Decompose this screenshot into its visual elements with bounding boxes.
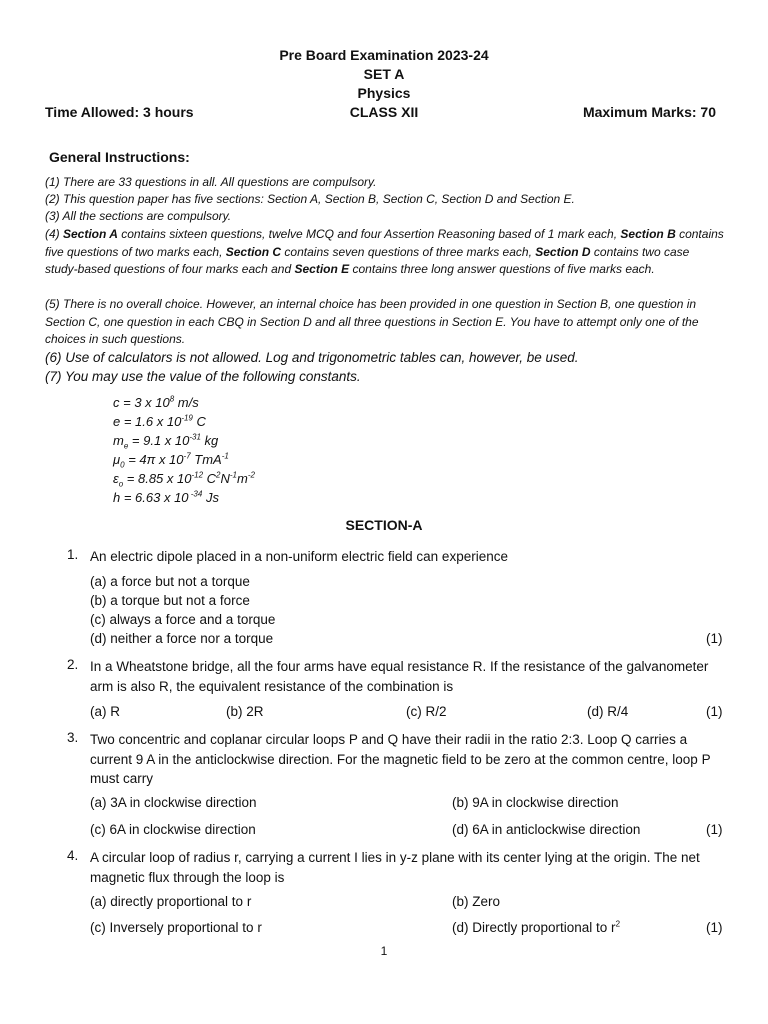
- constant-electron-mass: $m_e = 9.1$ x $10^{-31}$ kg: [113, 432, 219, 451]
- question-1-option-b: (b) a torque but not a force: [90, 593, 250, 608]
- question-4-option-c: (c) Inversely proportional to r: [90, 920, 262, 935]
- exam-title: Pre Board Examination 2023-24: [279, 47, 489, 63]
- question-2-marks: (1): [706, 704, 723, 719]
- constant-permittivity: $\varepsilon_o = 8.85$ x $10^{-12}$ $C^2N^{-1}m^{-2}$: [113, 470, 255, 489]
- question-3-number: 3.: [67, 730, 79, 745]
- question-2-option-c: (c) R/2: [406, 704, 447, 719]
- class-label: CLASS XII: [349, 104, 419, 120]
- question-3-option-a: (a) 3A in clockwise direction: [90, 795, 257, 810]
- instruction-1: (1) There are 33 questions in all. All questions are compulsory.: [45, 175, 377, 189]
- instruction-5: (5) There is no overall choice. However, an internal choice has been provided in one question in Section B, one question in Section C, one question in each CBQ in Section D and all three questions in Section E. You have to attempt only one of the choices in such questions.: [45, 297, 699, 346]
- question-2-option-b: (b) 2R: [226, 704, 264, 719]
- question-3-option-b: (b) 9A in clockwise direction: [452, 795, 619, 810]
- subject-label: Physics: [357, 85, 411, 101]
- set-label: SET A: [363, 66, 405, 82]
- maximum-marks: Maximum Marks: 70: [582, 104, 716, 120]
- question-1-option-c: (c) always a force and a torque: [90, 612, 276, 627]
- question-1-option-a: (a) a force but not a torque: [90, 574, 250, 589]
- question-1-marks: (1): [706, 631, 723, 646]
- question-2-number: 2.: [67, 657, 79, 672]
- question-1-text: An electric dipole placed in a non-uniform electric field can experience: [90, 549, 508, 564]
- question-4-option-a: (a) directly proportional to r: [90, 894, 252, 909]
- instruction-3: (3) All the sections are compulsory.: [45, 209, 232, 223]
- question-4-marks: (1): [706, 920, 723, 935]
- question-2-option-a: (a) R: [90, 704, 120, 719]
- question-3-text: Two concentric and coplanar circular loops P and Q have their radii in the ratio 2:3. Loop Q carries a current 9 A in the anticlockwise direction. For the magnetic field to be zero at the common centre, loop P must carry: [90, 732, 711, 786]
- question-4-option-b: (b) Zero: [452, 894, 501, 909]
- question-4-text: A circular loop of radius r, carrying a current I lies in y-z plane with its center lying at the origin. The net magnetic flux through the loop is: [90, 850, 700, 885]
- question-4-number: 4.: [67, 848, 79, 863]
- constant-electron-charge: e = 1.6 x $10^{-19}$ C: [113, 413, 206, 429]
- instruction-2: (2) This question paper has five sections: Section A, Section B, Section C, Section D and Section E.: [45, 192, 575, 206]
- page-number: 1: [380, 944, 388, 958]
- general-instructions-title: General Instructions:: [49, 149, 190, 165]
- question-2-text: In a Wheatstone bridge, all the four arms have equal resistance R. If the resistance of the galvanometer arm is also R, the equivalent resistance of the combination is: [90, 659, 709, 694]
- constant-speed-of-light: c = 3 x $10^8$ m/s: [113, 394, 199, 410]
- question-3-option-d: (d) 6A in anticlockwise direction: [452, 822, 641, 837]
- constant-planck: h = 6.63 x 10 $^{-34}$ Js: [113, 489, 219, 505]
- question-2-option-d: (d) R/4: [587, 704, 629, 719]
- instruction-6: (6) Use of calculators is not allowed. Log and trigonometric tables can, however, be used.: [45, 350, 579, 365]
- section-a-title: SECTION-A: [345, 517, 423, 533]
- instruction-4: (4) Section A contains sixteen questions, twelve MCQ and four Assertion Reasoning based of 1 mark each, Section B contains five questions of two marks each, Section C contains seven questions of three marks each, Section D contains two case study-based questions of four marks each and Section E contains three long answer questions of five marks each.: [45, 227, 724, 276]
- question-4-option-d: (d) Directly proportional to $r^2$: [452, 919, 621, 935]
- question-3-marks: (1): [706, 822, 723, 837]
- time-allowed: Time Allowed: 3 hours: [45, 104, 194, 120]
- constant-permeability: $\mu_0 = 4\pi$ x $10^{-7}$ TmA$^{-1}$: [113, 451, 229, 470]
- instruction-7: (7) You may use the value of the following constants.: [45, 369, 361, 384]
- question-1-number: 1.: [67, 547, 79, 562]
- question-1-option-d: (d) neither a force nor a torque: [90, 631, 274, 646]
- question-3-option-c: (c) 6A in clockwise direction: [90, 822, 256, 837]
